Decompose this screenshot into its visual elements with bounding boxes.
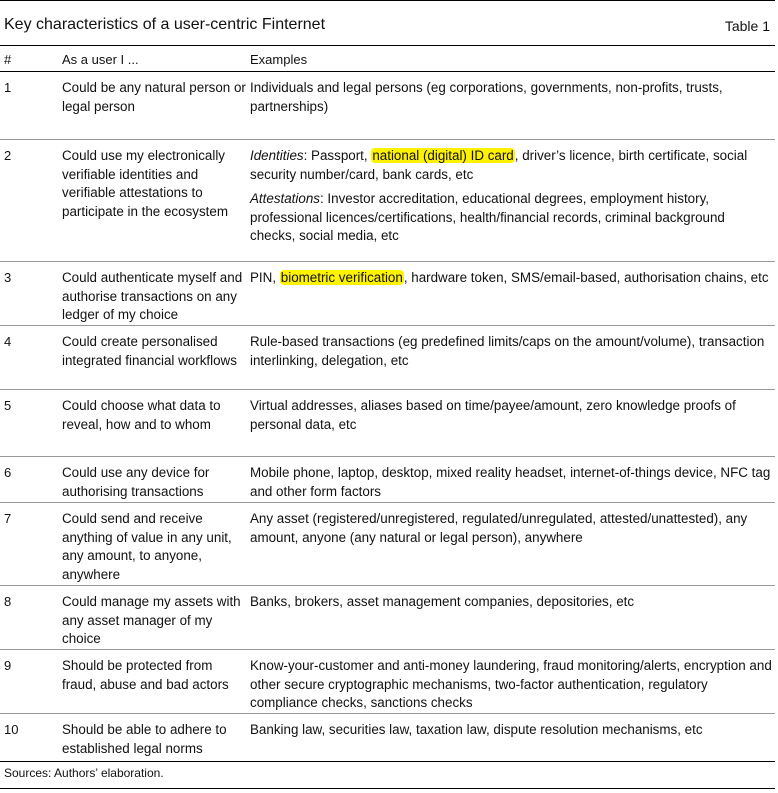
table-row [0, 457, 775, 503]
row-number: 2 [4, 148, 12, 163]
row-characteristic: Should be protected from fraud, abuse and bad actors [62, 658, 229, 692]
table-row [0, 714, 775, 761]
highlighted-text: national (digital) ID card [372, 148, 514, 163]
row-number: 8 [4, 594, 12, 609]
row-characteristic: Could use my electronically verifiable identities and verifiable attestations to participate in the ecosystem [62, 148, 228, 219]
attestations-label: Attestations [250, 191, 320, 206]
row-examples [250, 147, 772, 246]
row-examples: Individuals and legal persons (eg corporations, governments, non-profits, trusts, partnerships) [250, 80, 723, 114]
row-characteristic: Could create personalised integrated financial workflows [62, 334, 237, 368]
examples-text-post: , hardware token, SMS/email-based, authorisation chains, etc [403, 270, 769, 285]
identities-text-pre: : Passport, [303, 148, 372, 163]
row-examples: Mobile phone, laptop, desktop, mixed reality headset, internet-of-things device, NFC tag and other form factors [250, 465, 771, 499]
identities-text-post: , driver’s licence, birth certificate, social security number/card, bank cards, etc [250, 148, 748, 182]
row-examples: Any asset (registered/unregistered, regulated/unregulated, attested/unattested), any amount, anyone (any natural or legal person), anywhere [250, 511, 748, 545]
row-characteristic: Could send and receive anything of value in any unit, any amount, to anyone, anywhere [62, 511, 232, 582]
row-characteristic: Could authenticate myself and authorise transactions on any ledger of my choice [62, 270, 243, 322]
table-number: Table 1 [724, 18, 770, 34]
table-row [0, 140, 775, 262]
row-number: 3 [4, 270, 12, 285]
row-number: 1 [4, 80, 12, 95]
identities-examples [250, 147, 772, 184]
row-examples: Know-your-customer and anti-money laundering, fraud monitoring/alerts, encryption and other secure cryptographic mechanisms, two-factor authentication, regulatory compliance checks, sanctions checks [250, 658, 772, 710]
table-row [0, 503, 775, 586]
attestations-examples [250, 190, 772, 246]
row-number: 6 [4, 465, 12, 480]
highlighted-text: biometric verification [280, 270, 403, 285]
end-rule [0, 788, 775, 789]
row-characteristic: Could choose what data to reveal, how and to whom [62, 398, 221, 432]
examples-text-pre: PIN, [250, 270, 280, 285]
table-row [0, 326, 775, 390]
bottom-rule [0, 761, 775, 762]
table-row [0, 650, 775, 714]
row-number: 10 [4, 722, 19, 737]
row-examples [250, 269, 772, 288]
row-characteristic: Could manage my assets with any asset manager of my choice [62, 594, 241, 646]
row-characteristic: Should be able to adhere to established legal norms [62, 722, 227, 756]
row-number: 5 [4, 398, 12, 413]
row-characteristic: Could be any natural person or legal person [62, 80, 246, 114]
title-rule [0, 45, 775, 46]
table-row [0, 390, 775, 457]
header-characteristic: As a user I ... [62, 52, 139, 67]
row-number: 7 [4, 511, 12, 526]
source-note: Sources: Authors’ elaboration. [4, 766, 164, 780]
table-row [0, 586, 775, 650]
row-number: 9 [4, 658, 12, 673]
identities-label: Identities [250, 148, 304, 163]
table-row [0, 262, 775, 326]
row-examples: Rule-based transactions (eg predefined limits/caps on the amount/volume), transaction interlinking, delegation, etc [250, 334, 765, 368]
row-characteristic: Could use any device for authorising transactions [62, 465, 210, 499]
row-examples: Virtual addresses, aliases based on time/payee/amount, zero knowledge proofs of personal data, etc [250, 398, 736, 432]
row-examples: Banking law, securities law, taxation law, dispute resolution mechanisms, etc [250, 722, 703, 737]
attestations-text: : Investor accreditation, educational degrees, employment history, professional licences/certifications, health/financial records, criminal background checks, social media, etc [250, 191, 725, 243]
header-examples: Examples [250, 52, 308, 67]
row-examples: Banks, brokers, asset management companies, depositories, etc [250, 594, 635, 609]
table-row [0, 72, 775, 140]
top-rule [0, 0, 775, 1]
table-title: Key characteristics of a user-centric Finternet [4, 16, 326, 33]
row-number: 4 [4, 334, 12, 349]
header-num: # [4, 52, 12, 67]
